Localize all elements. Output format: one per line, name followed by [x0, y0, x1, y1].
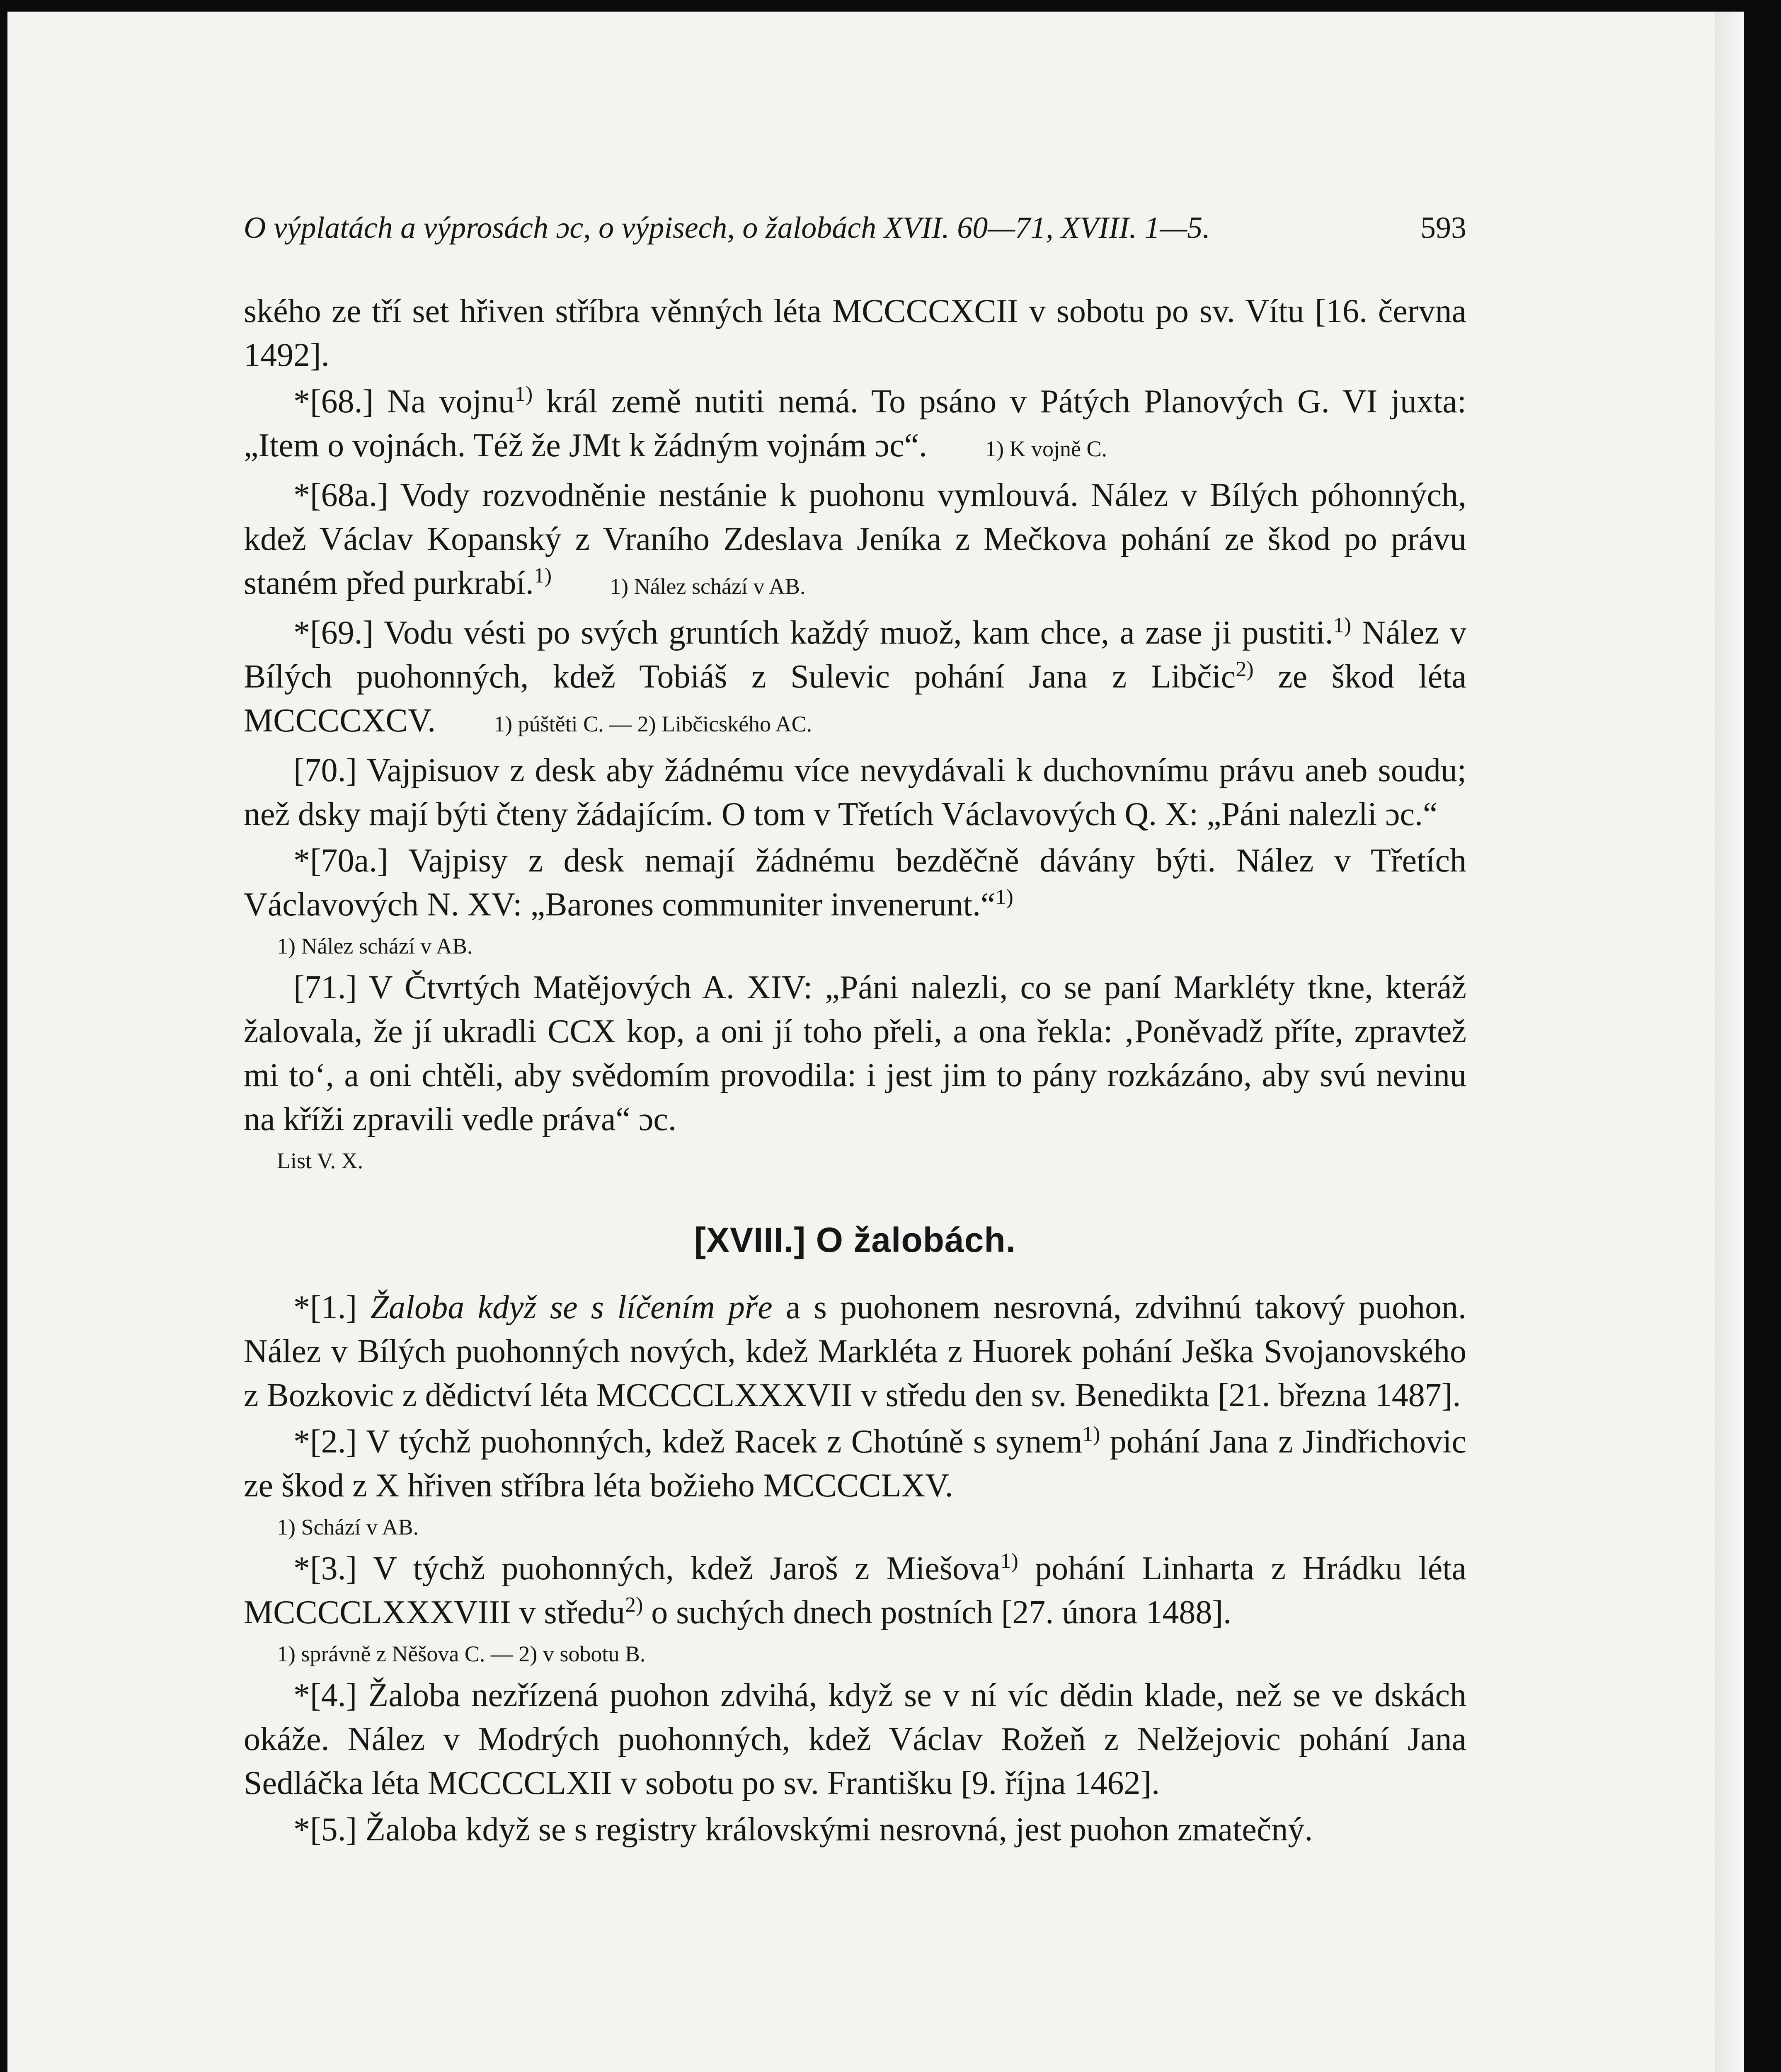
paragraph-text: král země nutiti nemá. To psáno v Pátých Planových G. VI juxta: „Item o vojnách. Též že JMt k žádným vojnám ɔc“.: [244, 383, 1466, 464]
paragraph-text: a s puohonem nesrovná, zdvihnú takový puohon. Nález v Bílých puohonných nových, kdež Markléta z Huorek pohání Ješka Svojanovského z Bozkovic z dědictví léta MCCCCLXXXVII v středu den sv. Benedikta [21. března 1487].: [244, 1289, 1467, 1414]
italic-phrase: Žaloba když se s líčením pře: [370, 1289, 773, 1326]
paragraph-text: Nález v Bílých puohonných, kdež Tobiáš z Sulevic pohání Jana z Libčic: [244, 615, 1467, 695]
paragraph-text: *[68a.] Vody rozvodněnie nestánie k puohonu vymlouvá. Nález v Bílých póhonných, kdež Václav Kopanský z Vraního Zdeslava Jeníka z Mečkova pohání ze škod po právu staném před purkrabí.: [244, 477, 1466, 601]
paragraph-text: *[3.] V týchž puohonných, kdež Jaroš z Miešova: [293, 1550, 1001, 1587]
paragraph-70: [70.] Vajpisuov z desk aby žádnému více nevydávali k duchovnímu právu aneb soudu; než dsky mají býti čteny žádajícím. O tom v Třetích Václavových Q. X: „Páni nalezli ɔc.“: [244, 752, 1466, 833]
inline-footnote: 1) K vojně C.: [985, 436, 1107, 461]
page-content: [244, 289, 1466, 1854]
section-paragraph-2: [244, 1420, 1466, 1508]
paragraph-text: pohání Jana z Jindřichovic ze škod z X hřiven stříbra léta božieho MCCCCLXV.: [244, 1423, 1467, 1504]
footnote-mark: 1): [1000, 1549, 1018, 1573]
paragraph-text: o suchých dnech postních [27. února 1488].: [643, 1594, 1231, 1631]
paragraph-text: ze škod léta MCCCCXCV.: [244, 658, 1466, 739]
page-number: 593: [1420, 211, 1466, 245]
running-header: [244, 211, 1466, 252]
paragraph-text: *[1.]: [293, 1289, 371, 1326]
paragraph-text: *[70a.] Vajpisy z desk nemají žádnému bezděčně dávány býti. Nález v Třetích Václavových N. XV: „Barones communiter invenerunt.“: [244, 842, 1466, 923]
paragraph-text: *[69.] Vodu vésti po svých gruntích každý muož, kam chce, a zase ji pustiti.: [293, 615, 1333, 651]
footnote-mark: 1): [533, 564, 552, 588]
section-paragraph-5: *[5.] Žaloba když se s registry královskými nesrovná, jest puohon zmatečný.: [293, 1811, 1313, 1848]
section-title: [XVIII.] O žalobách.: [694, 1220, 1016, 1259]
footnote-mark: 1): [1333, 613, 1352, 637]
footnote-mark: 1): [1082, 1422, 1100, 1446]
footnote-line: 1) Nález schází v AB.: [277, 934, 473, 959]
paragraph-text: *[68.] Na vojnu: [293, 383, 515, 420]
paragraph-68: [244, 380, 1466, 471]
section-paragraph-3: [244, 1547, 1466, 1634]
footnote-mark: 1): [995, 885, 1013, 909]
footnote-mark: 2): [1236, 657, 1254, 681]
section-paragraph-4: *[4.] Žaloba nezřízená puohon zdvihá, když se v ní víc dědin klade, než se ve dskách okáže. Nález v Modrých puohonných, kdež Václav Rožeň z Nelžejovic pohání Jana Sedláčka léta MCCCCLXII v sobotu po sv. Františku [9. října 1462].: [244, 1677, 1466, 1801]
footnote-line: List V. X.: [277, 1148, 363, 1173]
section-paragraph-1: [244, 1285, 1466, 1417]
paragraph-70a: [244, 839, 1466, 927]
footnote-mark: 2): [625, 1593, 643, 1617]
paragraph-text: pohání Linharta z Hrádku léta MCCCCLXXXVIII v středu: [244, 1550, 1467, 1631]
footnote-mark: 1): [514, 382, 533, 406]
inline-footnote: 1) Nález schází v AB.: [610, 574, 806, 599]
running-title: O výplatách a výprosách ɔc, o výpisech, o žalobách XVII. 60—71, XVIII. 1—5.: [244, 211, 1210, 245]
paragraph-71: [71.] V Čtvrtých Matějových A. XIV: „Páni nalezli, co se paní Markléty tkne, kteráž žalovala, že jí ukradli CCX kop, a oni jí toho přeli, a ona řekla: ‚Poněvadž příte, zpravtež mi to‘, a oni chtěli, aby svědomím provodila: i jest jim to pány rozkázáno, aby svú nevinu na kříži zpravili vedle práva“ ɔc.: [244, 969, 1466, 1138]
paragraph-text: *[2.] V týchž puohonných, kdež Racek z Chotúně s synem: [293, 1423, 1083, 1460]
paragraph-68a: [244, 473, 1466, 608]
inline-footnote: 1) púštěti C. — 2) Libčicského AC.: [494, 712, 812, 736]
paragraph-69: [244, 611, 1466, 746]
footnote-line: 1) Schází v AB.: [277, 1515, 419, 1539]
book-page: [7, 12, 1744, 2072]
page-edge: [1715, 12, 1744, 2072]
paragraph-continuation: ského ze tří set hřiven stříbra věnných léta MCCCCXCII v sobotu po sv. Vítu [16. června 1492].: [244, 293, 1466, 373]
footnote-line: 1) správně z Něšova C. — 2) v sobotu B.: [277, 1641, 646, 1666]
